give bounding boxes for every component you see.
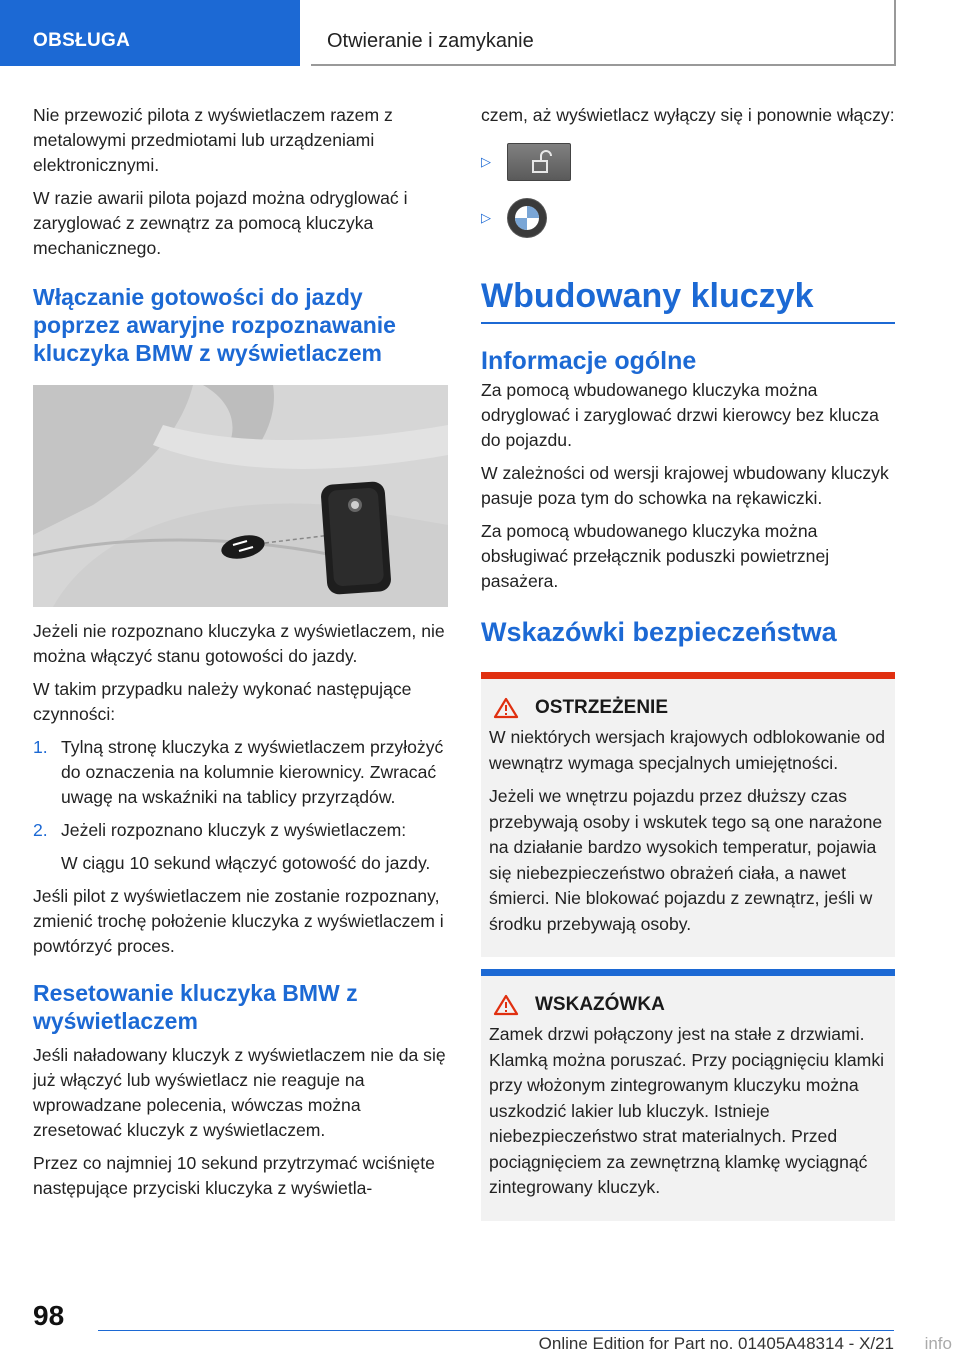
note-title-row <box>489 994 887 1016</box>
note-title: WSKAZÓWKA <box>535 994 665 1015</box>
step-text: Jeżeli rozpoznano kluczyk z wyświetlaczem: <box>61 820 407 840</box>
paragraph: Za pomocą wbudowanego kluczyka można odryglować i zaryglować drzwi kierowcy bez klucza do pojazdu. <box>481 380 879 450</box>
warning-box <box>481 672 895 957</box>
list-item <box>33 735 448 810</box>
paragraph: Nie przewozić pilota z wyświetlaczem razem z metalowymi przedmiotami lub urządzeniami elektronicznymi. <box>33 105 393 175</box>
unlock-button-icon <box>507 143 571 181</box>
steps-list <box>33 735 448 843</box>
paragraph: W zależności od wersji krajowej wbudowany kluczyk pasuje poza tym do schowka na rękawiczki. <box>481 463 889 508</box>
steering-column-figure <box>33 385 448 607</box>
bullet-triangle-icon: ▷ <box>481 210 491 225</box>
paragraph: Jeśli pilot z wyświetlaczem nie zostanie rozpoznany, zmienić trochę położenie kluczyka z wyświetlaczem i powtórzyć proces. <box>33 886 444 956</box>
page-header <box>0 0 960 68</box>
footer-divider <box>98 1330 894 1331</box>
step-number: 2. <box>33 820 48 840</box>
note-triangle-icon <box>493 994 519 1016</box>
step-number: 1. <box>33 737 48 757</box>
heading-safety: Wskazówki bezpieczeństwa <box>481 617 837 647</box>
warning-text: W niektórych wersjach krajowych odblokowanie od wewnątrz wymaga specjalnych umiejętności. <box>489 727 886 773</box>
heading-builtin-key: Wbudowany kluczyk <box>481 276 895 324</box>
page-number: 98 <box>33 1300 65 1331</box>
list-item <box>481 196 895 240</box>
bullet-triangle-icon: ▷ <box>481 154 491 169</box>
steering-column-illustration <box>33 385 448 607</box>
section-tab: OBSŁUGA <box>0 0 300 66</box>
heading-reset: Resetowanie kluczyka BMW z wyświetlaczem <box>33 980 358 1034</box>
step-substep: W ciągu 10 sekund włączyć gotowość do jazdy. <box>61 853 431 873</box>
paragraph: W takim przypadku należy wykonać następujące czynności: <box>33 679 412 724</box>
paragraph: Jeśli naładowany kluczyk z wyświetlaczem nie da się już włączyć lub wyświetlacz nie reaguje na wprowadzane polecenia, wówczas można zresetować kluczyk z wyświetlaczem. <box>33 1045 446 1140</box>
paragraph: Przez co najmniej 10 sekund przytrzymać wciśnięte następujące przyciski kluczyka z wyświetla- <box>33 1153 435 1198</box>
paragraph: Jeżeli nie rozpoznano kluczyka z wyświetlaczem, nie można włączyć stanu gotowości do jazdy. <box>33 621 445 666</box>
paragraph: W razie awarii pilota pojazd można odryglować i zaryglować z zewnątrz za pomocą kluczyka mechanicznego. <box>33 188 408 258</box>
warning-triangle-icon <box>493 697 519 719</box>
paragraph: Za pomocą wbudowanego kluczyka można obsługiwać przełącznik poduszki powietrznej pasażera. <box>481 521 830 591</box>
paragraph: czem, aż wyświetlacz wyłączy się i ponownie włączy: <box>481 105 895 125</box>
right-column <box>481 103 895 1221</box>
note-text: Zamek drzwi połączony jest na stałe z drzwiami. Klamką można poruszać. Przy pociągnięciu klamki przy włożonym zintegrowanym kluczyku można uszkodzić lakier lub kluczyk. Istnieje niebezpieczeństwo strat materialnych. Przed pociągnięciem za zewnętrzną klamkę wyciągnąć zintegrowany kluczyk. <box>489 1024 885 1197</box>
bmw-logo-icon <box>507 198 547 238</box>
watermark: info <box>924 1334 952 1353</box>
list-item <box>481 140 895 184</box>
warning-title-row <box>489 697 887 719</box>
chapter-title: Otwieranie i zamykanie <box>311 0 896 66</box>
warning-text: Jeżeli we wnętrzu pojazdu przez dłuższy czas przebywają osoby i wskutek tego są one narażone na działanie bardzo wysokich temperatur, pojawia się niebezpieczeństwo obrażeń ciała, a nawet śmierci. Nie blokować pojazdu z zewnątrz, jeśli w środku przebywają osoby. <box>489 786 883 934</box>
heading-standby: Włączanie gotowości do jazdy poprzez awaryjne rozpoznawanie kluczyka BMW z wyświetlaczem <box>33 284 396 366</box>
note-box <box>481 969 895 1221</box>
left-column <box>33 103 448 1209</box>
step-text: Tylną stronę kluczyka z wyświetlaczem przyłożyć do oznaczenia na kolumnie kierownicy. Zwracać uwagę na wskaźniki na tablicy przyrządów. <box>61 737 444 807</box>
list-item <box>33 818 448 843</box>
edition-text: Online Edition for Part no. 01405A48314 - X/21 <box>538 1334 894 1353</box>
warning-title: OSTRZEŻENIE <box>535 697 669 718</box>
heading-general: Informacje ogólne <box>481 347 697 375</box>
